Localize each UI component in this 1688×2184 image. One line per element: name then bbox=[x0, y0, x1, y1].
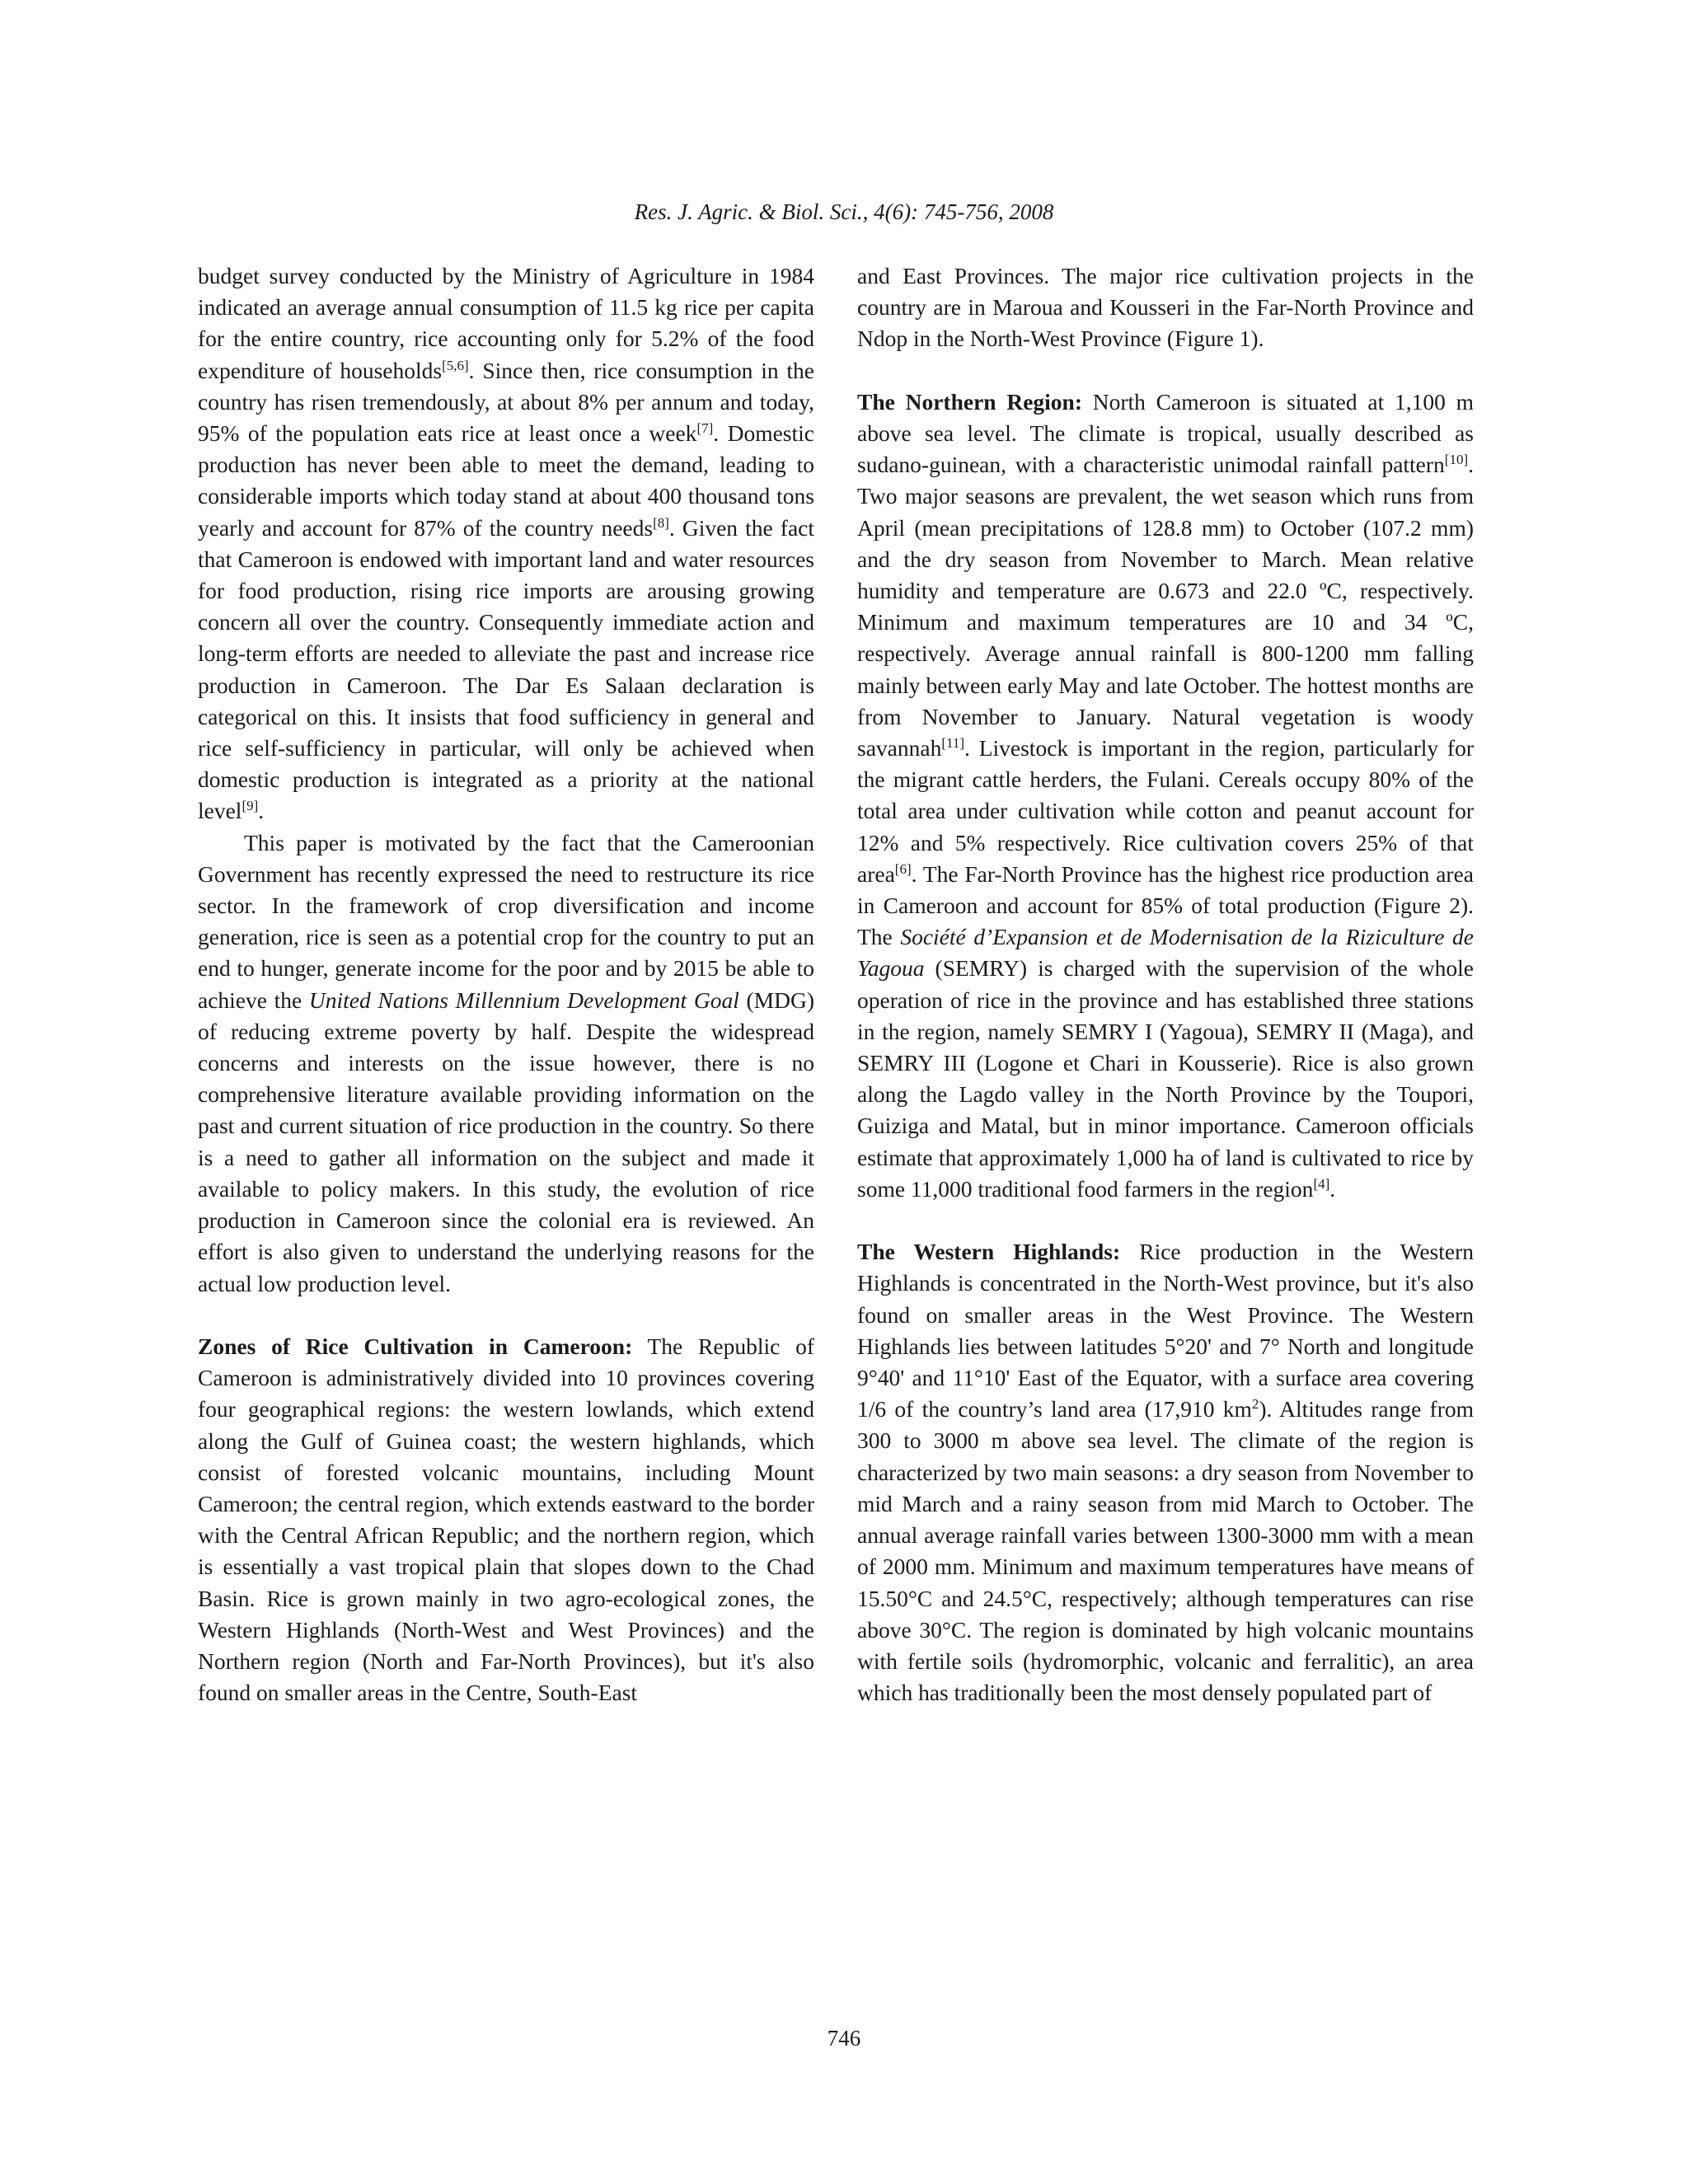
citation-ref: [8] bbox=[653, 514, 669, 531]
paragraph-cultivation-projects: and East Provinces. The major rice cultivation projects in the country are in Maroua and Kousseri in the Far-North Province and Ndop in the North-West Province (Figure 1). bbox=[857, 263, 1474, 352]
page-number: 746 bbox=[827, 2026, 861, 2050]
citation-ref: [10] bbox=[1444, 452, 1469, 468]
paragraph-motivation: This paper is motivated by the fact that the Cameroonian Government has recently expressed the need to restructure its rice sector. In the framework of crop diversification and income generation, rice is seen as a potential crop for the country to put an end to hunger, generate income for the poor and by 2015 be able to achieve the United Nations Millennium Development Goal (MDG) of reducing extreme poverty by half. Despite the widespread concerns and interests on the issue however, there is no comprehensive literature available providing information on the past and current situation of rice production in the country. So there is a need to gather all information on the subject and made it available to policy makers. In this study, the evolution of rice production in Cameroon since the colonial era is reviewed. An effort is also given to understand the underlying reasons for the actual low production level. bbox=[198, 829, 814, 1296]
journal-citation-header: Res. J. Agric. & Biol. Sci., 4(6): 745-756, 2008 bbox=[634, 199, 1054, 224]
section-zones-of-rice-cultivation: Zones of Rice Cultivation in Cameroon: The Republic of Cameroon is administratively divided into 10 provinces covering four geographical regions: the western lowlands, which extend along the Gulf of Guinea coast; the western highlands, which consist of forested volcanic mountains, including Mount Cameroon; the central region, which extends eastward to the border with the Central African Republic; and the northern region, which is essentially a vast tropical plain that slopes down to the Chad Basin. Rice is grown mainly in two agro-ecological zones, the Western Highlands (North-West and West Provinces) and the Northern region (North and Far-North Provinces), but it's also found on smaller areas in the Centre, South-East bbox=[198, 1333, 814, 1706]
citation-ref: [11] bbox=[941, 734, 965, 751]
citation-ref: [9] bbox=[241, 798, 259, 814]
section-heading: Zones of Rice Cultivation in Cameroon: bbox=[198, 1333, 633, 1359]
right-column bbox=[857, 260, 1474, 1708]
citation-ref: [6] bbox=[894, 860, 912, 877]
section-heading: The Western Highlands: bbox=[857, 1239, 1121, 1265]
citation-ref: [7] bbox=[696, 419, 714, 436]
citation-ref: [4] bbox=[1313, 1175, 1330, 1192]
citation-ref: [5,6] bbox=[442, 357, 469, 373]
section-northern-region: The Northern Region: North Cameroon is situated at 1,100 m above sea level. The climate is tropical, usually described as sudano-guinean, with a characteristic unimodal rainfall pattern[10]. Two major seasons are prevalent, the wet season which runs from April (mean precipitations of 128.8 mm) to October (107.2 mm) and the dry season from November to March. Mean relative humidity and temperature are 0.673 and 22.0 ºC, respectively. Minimum and maximum temperatures are 10 and 34 ºC, respectively. Average annual rainfall is 800-1200 mm falling mainly between early May and late October. The hottest months are from November to January. Natural vegetation is woody savannah[11]. Livestock is important in the region, particularly for the migrant cattle herders, the Fulani. Cereals occupy 80% of the total area under cultivation while cotton and peanut account for 12% and 5% respectively. Rice cultivation covers 25% of that area[6]. The Far-North Province has the highest rice production area in Cameroon and account for 85% of total production (Figure 2). The Société d’Expansion et de Modernisation de la Riziculture de Yagoua (SEMRY) is charged with the supervision of the whole operation of rice in the province and has established three stations in the region, namely SEMRY I (Yagoua), SEMRY II (Maga), and SEMRY III (Logone et Chari in Kousserie). Rice is also grown along the Lagdo valley in the North Province by the Toupori, Guiziga and Matal, but in minor importance. Cameroon officials estimate that approximately 1,000 ha of land is cultivated to rice by some 11,000 traditional food farmers in the region[4]. bbox=[857, 388, 1474, 1202]
paragraph-consumption: budget survey conducted by the Ministry of Agriculture in 1984 indicated an average annual consumption of 11.5 kg rice per capita for the entire country, rice accounting only for 5.2% of the food expenditure of households[5,6]. Since then, rice consumption in the country has risen tremendously, at about 8% per annum and today, 95% of the population eats rice at least once a week[7]. Domestic production has never been able to meet the demand, leading to considerable imports which today stand at about 400 thousand tons yearly and account for 87% of the country needs[8]. Given the fact that Cameroon is endowed with important land and water resources for food production, rising rice imports are arousing growing concern all over the country. Consequently immediate action and long-term efforts are needed to alleviate the past and increase rice production in Cameroon. The Dar Es Salaan declaration is categorical on this. It insists that food sufficiency in general and rice self-sufficiency in particular, will only be achieved when domestic production is integrated as a priority at the national level[9]. bbox=[198, 263, 815, 824]
section-heading: The Northern Region: bbox=[857, 388, 1082, 415]
section-western-highlands: The Western Highlands: Rice production in the Western Highlands is concentrated in the North-West province, but it's also found on smaller areas in the West Province. The Western Highlands lies between latitudes 5°20' and 7° North and longitude 9°40' and 11°10' East of the Equator, with a surface area covering 1/6 of the country’s land area (17,910 $km^2$). Altitudes range from 300 to 3000 m above sea level. The climate of the region is characterized by two main seasons: a dry season from November to mid March and a rainy season from mid March to October. The annual average rainfall varies between 1300-3000 mm with a mean of 2000 mm. Minimum and maximum temperatures have means of 15.50°C and 24.5°C, respectively; although temperatures can rise above 30°C. The region is dominated by high volcanic mountains with fertile soils (hydromorphic, volcanic and ferralitic), an area which has traditionally been the most densely populated part of bbox=[857, 1239, 1474, 1706]
left-column bbox=[198, 260, 814, 1708]
